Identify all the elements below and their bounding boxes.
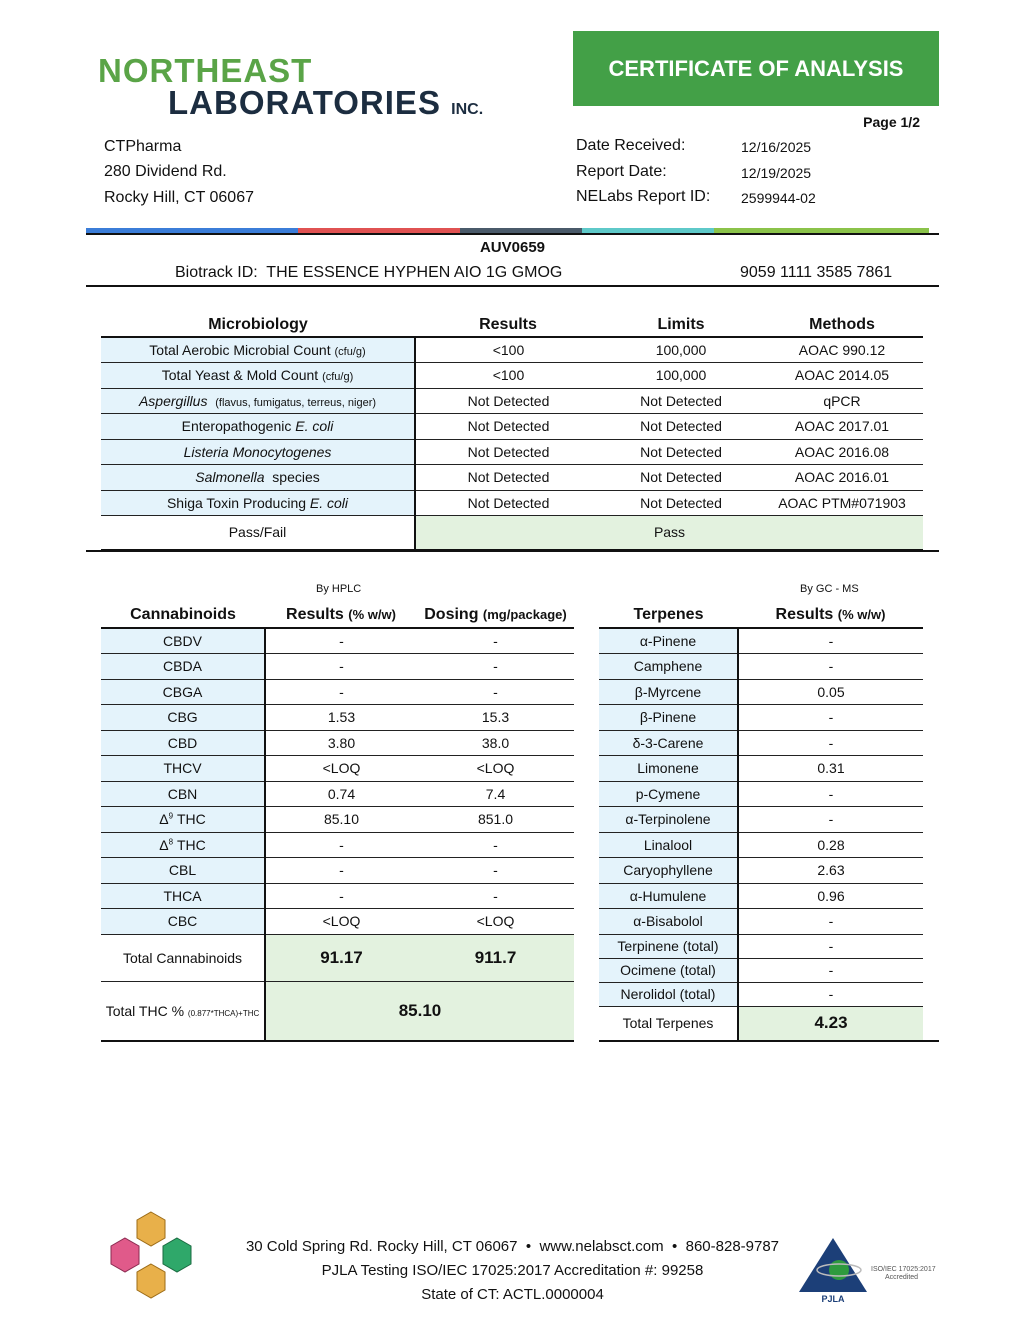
sample-divider [86, 285, 939, 287]
delta-suffix: THC [176, 836, 206, 853]
terpene-result: - [738, 781, 923, 807]
cannabinoid-result: - [265, 679, 417, 705]
page-number: Page 1/2 [863, 114, 920, 130]
cannabinoid-dosing: <LOQ [417, 909, 574, 935]
micro-name-text: Salmonella [195, 469, 265, 486]
micro-header-methods: Methods [761, 313, 923, 337]
micro-name-suffix: species [272, 469, 320, 486]
micro-limit: 100,000 [601, 337, 761, 363]
terpene-result: - [738, 982, 923, 1006]
cannabinoid-dosing: - [417, 883, 574, 909]
micro-result: Not Detected [415, 388, 601, 414]
cannabinoid-result: <LOQ [265, 909, 417, 935]
terpene-spacer [923, 807, 939, 833]
cannabinoid-name: CBGA [101, 679, 265, 705]
terpene-spacer [923, 858, 939, 884]
terpene-name: α-Pinene [599, 628, 738, 654]
cannabinoid-result: 0.74 [265, 781, 417, 807]
terpene-results-heading: Results [775, 606, 834, 623]
cannabinoid-dosing: 15.3 [417, 705, 574, 731]
total-cannabinoids-label: Total Cannabinoids [101, 934, 265, 981]
micro-name-text: Aspergillus [138, 392, 208, 409]
biotrack-label: Biotrack ID: [175, 264, 258, 281]
total-cannabinoids-row [101, 934, 574, 981]
cannabinoid-name: THCV [101, 756, 265, 782]
cannabinoid-dosing: - [417, 679, 574, 705]
table-row [101, 363, 923, 389]
microbiology-table [101, 313, 923, 551]
terpene-spacer [923, 934, 939, 958]
delta-symbol: Δ [159, 836, 169, 853]
pjla-logo-text: PJLA [821, 1294, 845, 1304]
total-thc-value: 85.10 [265, 981, 574, 1041]
footer-phone: 860-828-9787 [685, 1238, 780, 1255]
cannabinoid-header-dosing [417, 603, 574, 628]
total-thc-row [101, 981, 574, 1041]
terpene-results-unit: (% w/w) [837, 607, 886, 622]
table-row [599, 909, 939, 935]
terpene-result: 0.31 [738, 756, 923, 782]
passfail-row [101, 516, 923, 550]
cannabinoid-name: CBG [101, 705, 265, 731]
terpene-spacer [923, 679, 939, 705]
table-row [101, 756, 574, 782]
terpene-spacer [923, 909, 939, 935]
terpene-result: - [738, 909, 923, 935]
terpene-spacer [923, 958, 939, 982]
table-row [101, 730, 574, 756]
certificate-title: CERTIFICATE OF ANALYSIS [573, 31, 939, 106]
terpene-spacer [923, 654, 939, 680]
terpene-result: - [738, 705, 923, 731]
micro-unit: (cfu/g) [322, 371, 354, 384]
table-row [101, 832, 574, 858]
table-row [101, 807, 574, 833]
cannabinoid-result: 1.53 [265, 705, 417, 731]
footer-separator: • [525, 1238, 532, 1255]
micro-limit: Not Detected [601, 414, 761, 440]
micro-name-text: Enteropathogenic [181, 418, 292, 435]
table-row [599, 832, 939, 858]
delta-superscript: 8 [168, 837, 174, 847]
micro-bottom-line [86, 550, 939, 552]
table-row [599, 705, 939, 731]
dosing-heading: Dosing [424, 606, 479, 623]
report-id-value: 2599944-02 [741, 190, 816, 206]
delta-symbol: Δ [159, 811, 169, 828]
terpene-spacer [923, 628, 939, 654]
micro-name [101, 337, 415, 363]
terpene-name: β-Myrcene [599, 679, 738, 705]
terpene-name: α-Bisabolol [599, 909, 738, 935]
terpene-name: Limonene [599, 756, 738, 782]
table-row [101, 654, 574, 680]
cannabinoid-dosing: - [417, 628, 574, 654]
cannabinoid-dosing: - [417, 832, 574, 858]
thc-formula: (0.877*THCA)+THC [187, 1008, 260, 1018]
pjla-iso-text: ISO/IEC 17025:2017 [871, 1266, 936, 1273]
table-row [599, 730, 939, 756]
table-row [101, 628, 574, 654]
company-logo-bottom [168, 86, 483, 126]
sample-code: AUV0659 [479, 239, 546, 256]
micro-name-text: Total Yeast & Mold Count [161, 367, 319, 384]
micro-name [101, 465, 415, 491]
cannabinoid-dosing: 38.0 [417, 730, 574, 756]
table-row [101, 679, 574, 705]
micro-result: Not Detected [415, 439, 601, 465]
table-row [599, 679, 939, 705]
table-row [101, 781, 574, 807]
terpene-result: - [738, 807, 923, 833]
terpene-spacer [923, 883, 939, 909]
footer-separator: • [672, 1238, 678, 1255]
pjla-accreditation-icon [793, 1234, 938, 1304]
cannabinoid-dosing: <LOQ [417, 756, 574, 782]
micro-method: qPCR [761, 388, 923, 414]
micro-header-name: Microbiology [101, 313, 415, 337]
terpene-name: Linalool [599, 832, 738, 858]
table-row [101, 490, 923, 516]
table-row [101, 439, 923, 465]
total-thc-text: Total THC % [105, 1002, 185, 1019]
dosing-unit: (mg/package) [482, 607, 567, 622]
micro-name [101, 490, 415, 516]
terpene-spacer [923, 982, 939, 1006]
footer-contact [120, 1238, 905, 1255]
footer-website-link[interactable]: www.nelabsct.com [539, 1238, 664, 1255]
cannabinoid-result: <LOQ [265, 756, 417, 782]
table-row [101, 465, 923, 491]
cannabinoid-name [101, 807, 265, 833]
delta-superscript: 9 [168, 811, 174, 821]
report-date-label: Report Date: [576, 163, 667, 180]
terpene-name: p-Cymene [599, 781, 738, 807]
micro-name [101, 363, 415, 389]
header-divider [86, 233, 939, 235]
terpene-result: - [738, 730, 923, 756]
total-terpenes-label: Total Terpenes [599, 1006, 738, 1041]
cannabinoid-dosing: 7.4 [417, 781, 574, 807]
table-row [101, 883, 574, 909]
date-received-label: Date Received: [576, 137, 686, 154]
table-row [101, 337, 923, 363]
table-row [599, 958, 939, 982]
micro-method: AOAC PTM#071903 [761, 490, 923, 516]
terpene-result: 0.96 [738, 883, 923, 909]
terpene-name: α-Terpinolene [599, 807, 738, 833]
terpene-result: 0.28 [738, 832, 923, 858]
cannabinoid-dosing: - [417, 654, 574, 680]
biotrack-id: 9059 1111 3585 7861 [740, 264, 893, 281]
micro-name-text: Listeria Monocytogenes [183, 443, 332, 460]
terpene-spacer [923, 705, 939, 731]
total-terpenes-value: 4.23 [738, 1006, 923, 1041]
micro-limit: Not Detected [601, 388, 761, 414]
total-terpenes-row [599, 1006, 939, 1041]
terpene-header-spacer [923, 603, 939, 628]
footer-state-license: State of CT: ACTL.0000004 [421, 1286, 604, 1303]
terpene-header-results [738, 603, 923, 628]
pjla-logo [793, 1234, 938, 1304]
table-row [599, 934, 939, 958]
terpene-header-name: Terpenes [599, 603, 738, 628]
cannabinoid-result: - [265, 858, 417, 884]
table-row [101, 858, 574, 884]
micro-limit: Not Detected [601, 439, 761, 465]
cannabinoid-result: 85.10 [265, 807, 417, 833]
terpene-name: α-Humulene [599, 883, 738, 909]
client-street: 280 Dividend Rd. [104, 163, 227, 180]
micro-method: AOAC 2014.05 [761, 363, 923, 389]
micro-header-limits: Limits [601, 313, 761, 337]
micro-header-results: Results [415, 313, 601, 337]
terpene-name: Terpinene (total) [599, 934, 738, 958]
micro-name-text: Shiga Toxin Producing [166, 494, 307, 511]
report-id-label: NELabs Report ID: [576, 188, 711, 205]
micro-name [101, 388, 415, 414]
terpene-name: δ-3-Carene [599, 730, 738, 756]
hplc-method-label: By HPLC [316, 583, 362, 595]
cannabinoid-result: - [265, 832, 417, 858]
passfail-value: Pass [415, 516, 923, 550]
table-row [599, 628, 939, 654]
table-row [599, 781, 939, 807]
cannabinoid-result: 3.80 [265, 730, 417, 756]
terpenes-table [599, 603, 939, 1042]
table-row [101, 388, 923, 414]
cannabinoid-name: CBDV [101, 628, 265, 654]
terpene-spacer [923, 781, 939, 807]
table-row [101, 414, 923, 440]
terpene-result: - [738, 958, 923, 982]
micro-result: <100 [415, 337, 601, 363]
total-cannabinoids-dosing: 911.7 [417, 934, 574, 981]
cannabinoid-result: - [265, 628, 417, 654]
cannabinoid-header-name: Cannabinoids [101, 603, 265, 628]
cannabinoid-result: - [265, 654, 417, 680]
micro-result: Not Detected [415, 465, 601, 491]
table-row [599, 858, 939, 884]
terpene-result: 0.05 [738, 679, 923, 705]
micro-method: AOAC 990.12 [761, 337, 923, 363]
client-city: Rocky Hill, CT 06067 [104, 189, 254, 206]
biotrack-product [175, 264, 562, 282]
cannabinoid-name: CBDA [101, 654, 265, 680]
footer-accreditation: PJLA Testing ISO/IEC 17025:2017 Accreditation #: 99258 [321, 1262, 704, 1279]
terpene-result: - [738, 934, 923, 958]
company-logo-top: NORTHEAST [98, 52, 313, 89]
micro-name-italic: E. coli [295, 418, 334, 435]
terpene-name: Nerolidol (total) [599, 982, 738, 1006]
total-thc-label [101, 981, 265, 1041]
logo-inc: INC. [451, 101, 484, 118]
terpene-spacer [923, 832, 939, 858]
cannabinoid-name: CBC [101, 909, 265, 935]
gcms-method-label: By GC - MS [800, 583, 859, 595]
cannabinoid-name [101, 832, 265, 858]
results-unit: (% w/w) [348, 607, 396, 622]
table-row [599, 982, 939, 1006]
micro-unit: (cfu/g) [334, 346, 366, 358]
cannabinoid-dosing: - [417, 858, 574, 884]
total-terpenes-spacer [923, 1006, 939, 1041]
passfail-label: Pass/Fail [101, 516, 415, 550]
micro-name [101, 439, 415, 465]
cannabinoid-name: CBL [101, 858, 265, 884]
table-row [599, 807, 939, 833]
cannabinoids-table [101, 603, 574, 1042]
cannabinoid-header-results [265, 603, 417, 628]
terpene-name: β-Pinene [599, 705, 738, 731]
micro-unit: (flavus, fumigatus, terreus, niger) [215, 396, 377, 409]
product-name: THE ESSENCE HYPHEN AIO 1G GMOG [266, 264, 563, 281]
terpene-spacer [923, 730, 939, 756]
pjla-accredited-text: Accredited [885, 1274, 919, 1281]
cannabinoid-name: CBN [101, 781, 265, 807]
micro-result: Not Detected [415, 414, 601, 440]
micro-method: AOAC 2016.08 [761, 439, 923, 465]
micro-limit: Not Detected [601, 490, 761, 516]
results-heading: Results [286, 606, 344, 623]
terpene-name: Camphene [599, 654, 738, 680]
table-row [599, 883, 939, 909]
terpene-name: Caryophyllene [599, 858, 738, 884]
micro-name-italic: E. coli [309, 494, 349, 511]
micro-method: AOAC 2016.01 [761, 465, 923, 491]
cannabinoid-result: - [265, 883, 417, 909]
micro-limit: Not Detected [601, 465, 761, 491]
terpene-result: - [738, 654, 923, 680]
total-cannabinoids-result: 91.17 [265, 934, 417, 981]
terpene-name: Ocimene (total) [599, 958, 738, 982]
table-row [101, 705, 574, 731]
date-received-value: 12/16/2025 [741, 139, 812, 155]
table-row [599, 654, 939, 680]
micro-limit: 100,000 [601, 363, 761, 389]
terpene-result: - [738, 628, 923, 654]
cannabinoid-name: CBD [101, 730, 265, 756]
micro-method: AOAC 2017.01 [761, 414, 923, 440]
report-date-value: 12/19/2025 [741, 165, 812, 181]
cannabinoid-dosing: 851.0 [417, 807, 574, 833]
micro-result: <100 [415, 363, 601, 389]
table-row [599, 756, 939, 782]
micro-result: Not Detected [415, 490, 601, 516]
cannabinoid-name: THCA [101, 883, 265, 909]
micro-name-text: Total Aerobic Microbial Count [149, 342, 331, 358]
client-name: CTPharma [104, 138, 182, 155]
logo-line2: LABORATORIES [168, 84, 441, 121]
table-row [101, 909, 574, 935]
micro-name [101, 414, 415, 440]
footer-address: 30 Cold Spring Rd. Rocky Hill, CT 06067 [245, 1238, 518, 1255]
terpene-result: 2.63 [738, 858, 923, 884]
terpene-spacer [923, 756, 939, 782]
delta-suffix: THC [176, 811, 206, 828]
